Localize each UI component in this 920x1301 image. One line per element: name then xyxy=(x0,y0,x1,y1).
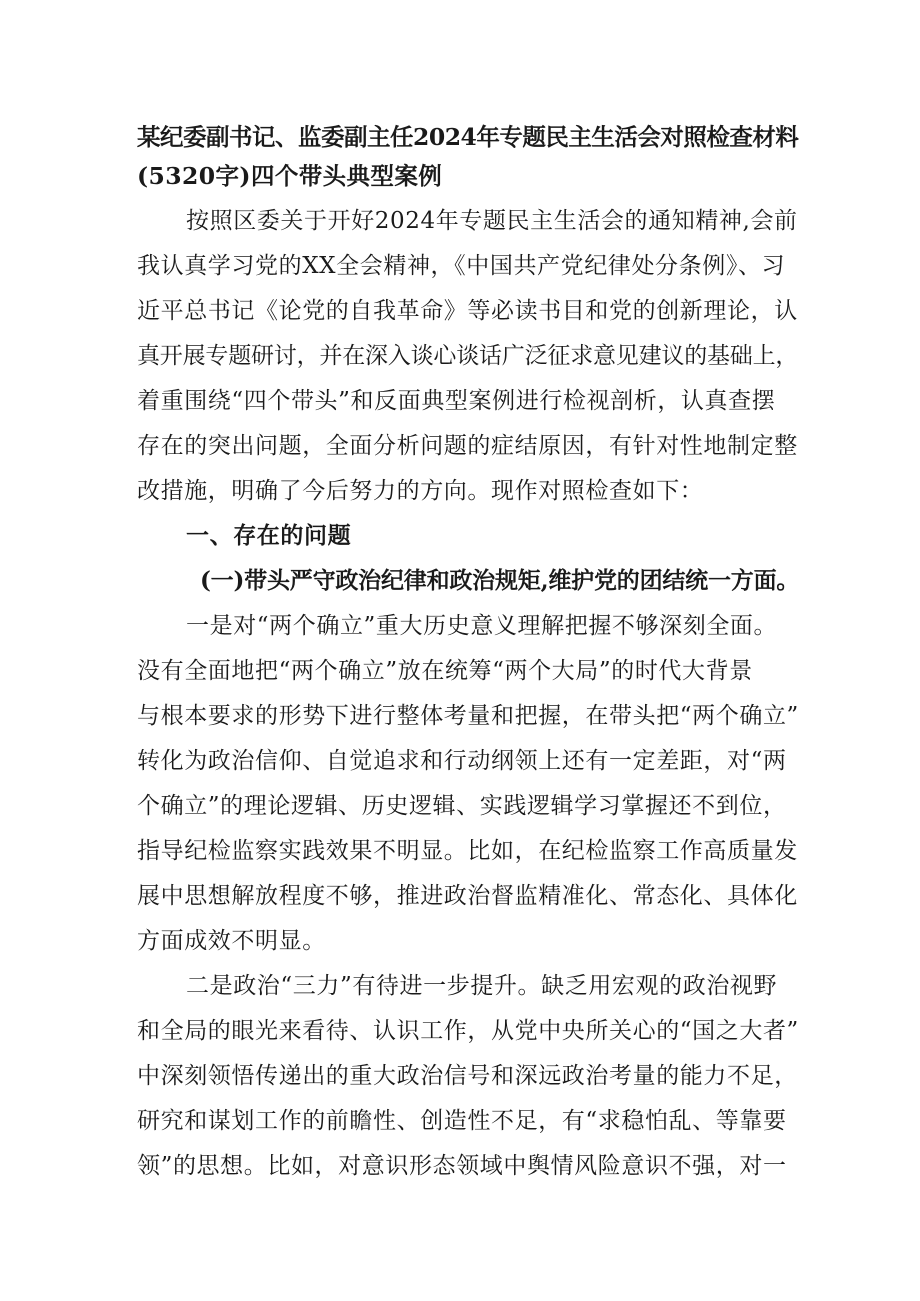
paragraph2-line-1: 二是政治“三力”有待进一步提升。缺乏用宏观的政治视野 xyxy=(186,973,778,999)
subsection-heading: (一)带头严守政治纪律和政治规矩,维护党的团结统一方面。 xyxy=(200,567,800,594)
paragraph2-line-2: 和全局的眼光来看待、认识工作，从党中央所关心的“国之大者” xyxy=(137,1018,799,1044)
intro-line-3: 近平总书记《论党的自我革命》等必读书目和党的创新理论，认 xyxy=(137,298,798,324)
intro-line-6: 存在的突出问题，全面分析问题的症结原因，有针对性地制定整 xyxy=(137,433,798,459)
paragraph1-line-8: 方面成效不明显。 xyxy=(137,928,326,954)
paragraph1-line-6: 指导纪检监察实践效果不明显。比如，在纪检监察工作高质量发 xyxy=(137,838,798,864)
paragraph2-line-3: 中深刻领悟传递出的重大政治信号和深远政治考量的能力不足， xyxy=(137,1063,798,1089)
document-title-line-1: 某纪委副书记、监委副主任2024年专题民主生活会对照检查材料 xyxy=(137,123,799,151)
intro-line-1: 按照区委关于开好2024年专题民主生活会的通知精神,会前 xyxy=(186,208,798,234)
paragraph1-line-1: 一是对“两个确立”重大历史意义理解把握不够深刻全面。 xyxy=(186,613,778,639)
paragraph2-line-5: 领”的思想。比如，对意识形态领域中舆情风险意识不强，对一 xyxy=(137,1153,787,1179)
paragraph1-line-7: 展中思想解放程度不够，推进政治督监精准化、常态化、具体化 xyxy=(137,883,798,909)
paragraph1-line-2: 没有全面地把“两个确立”放在统筹“两个大局”的时代大背景 xyxy=(137,658,753,684)
intro-line-5: 着重围绕“四个带头”和反面典型案例进行检视剖析，认真查摆 xyxy=(137,388,776,414)
document-title-line-2: (5320字)四个带头典型案例 xyxy=(137,162,443,190)
paragraph1-line-5: 个确立”的理论逻辑、历史逻辑、实践逻辑学习掌握还不到位， xyxy=(137,793,787,819)
intro-line-7: 改措施，明确了今后努力的方向。现作对照检查如下： xyxy=(137,478,704,504)
paragraph1-line-4: 转化为政治信仰、自觉追求和行动纲领上还有一定差距，对“两 xyxy=(137,748,787,774)
paragraph2-line-4: 研究和谋划工作的前瞻性、创造性不足，有“求稳怕乱、等靠要 xyxy=(137,1108,787,1134)
paragraph1-line-3: 与根本要求的形势下进行整体考量和把握，在带头把“两个确立” xyxy=(137,703,799,729)
intro-line-4: 真开展专题研讨，并在深入谈心谈话广泛征求意见建议的基础上， xyxy=(137,343,799,369)
section-heading: 一、存在的问题 xyxy=(186,522,352,549)
intro-line-2: 我认真学习党的XX全会精神，《中国共产党纪律处分条例》、习 xyxy=(137,253,786,279)
